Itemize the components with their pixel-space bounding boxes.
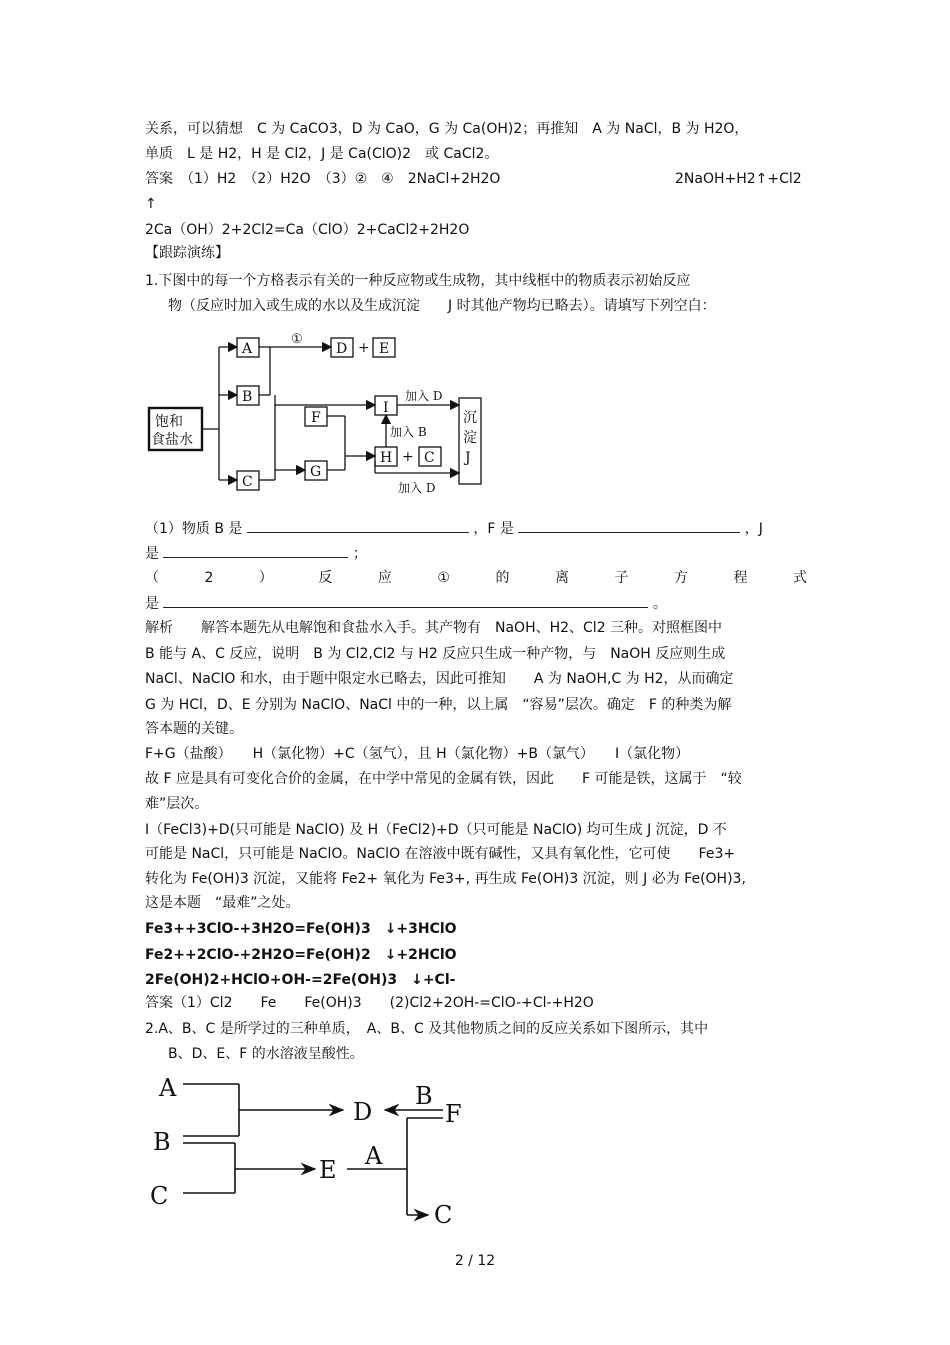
question-char: 的 <box>495 570 510 586</box>
solution-text: B 能与 A、C 反应，说明 B 为 Cl2,Cl2 与 H2 反应只生成一种产物，与 NaOH 反应则生成 <box>145 646 726 662</box>
section-heading: 【跟踪演练】 <box>145 245 229 261</box>
add-D-label: 加入 D <box>398 481 436 495</box>
add-B-label: 加入 B <box>390 425 427 439</box>
equation-line: Fe2++2ClO-+2H2O=Fe(OH)2 ↓+2HClO <box>145 947 457 963</box>
fill-in-line <box>145 593 807 614</box>
equation-line: 2Ca（OH）2+2Cl2=Ca（ClO）2+CaCl2+2H2O <box>145 222 470 238</box>
label-C: C <box>424 450 435 466</box>
answer-part: 答案 （1）H2 （2）H2O （3）② ④ 2NaCl+2H2O <box>145 171 501 187</box>
fill-in-line <box>145 543 807 564</box>
label-I: I <box>383 400 389 416</box>
add-D-label: 加入 D <box>405 389 443 403</box>
solution-text: 答本题的关键。 <box>145 721 243 737</box>
answer-blank-F[interactable] <box>518 518 740 533</box>
label-C: C <box>242 474 253 490</box>
question-part: （1）物质 B 是 <box>145 521 243 537</box>
solution-text: 解析 解答本题先从电解饱和食盐水入手。其产物有 NaOH、H2、Cl2 三种。对照框图中 <box>145 620 723 636</box>
answer-blank-equation[interactable] <box>163 593 648 608</box>
question-char: ） <box>258 570 273 586</box>
question-text: 2.A、B、C 是所学过的三种单质， A、B、C 及其他物质之间的反应关系如下图所示，其中 <box>145 1021 709 1037</box>
solution-text: F+G（盐酸） H（氯化物）+C（氢气），且 H（氯化物）+B（氯气） I（氯化物） <box>145 746 690 762</box>
label-E: E <box>319 1156 337 1184</box>
solution-text: NaCl、NaClO 和水，由于题中限定水已略去，因此可推知 A 为 NaOH,C 为 H2，从而确定 <box>145 671 734 687</box>
precipitate-label: 沉 <box>463 410 477 426</box>
label-A: A <box>242 341 253 357</box>
question-char: 子 <box>614 570 629 586</box>
label-C: C <box>150 1182 169 1210</box>
question-char: 反 <box>318 570 333 586</box>
fill-in-line <box>145 518 807 539</box>
question-char: 方 <box>673 570 688 586</box>
answer-blank-J[interactable] <box>163 543 348 558</box>
precipitate-label: J <box>465 450 471 466</box>
plus-sign: + <box>402 449 414 465</box>
plus-sign: + <box>358 340 370 356</box>
label-D: D <box>336 341 348 357</box>
question-char: 式 <box>792 570 807 586</box>
answer-line <box>145 169 807 189</box>
question-part: ，F 是 <box>473 521 514 537</box>
text-line: ↑ <box>145 196 157 212</box>
label-F: F <box>311 410 321 426</box>
label-D: D <box>353 1098 373 1126</box>
equation-line: 2Fe(OH)2+HClO+OH-=2Fe(OH)3 ↓+Cl- <box>145 972 456 988</box>
answer-part: 2NaOH+H2↑+Cl2 <box>675 171 802 187</box>
solution-text: 可能是 NaCl，只可能是 NaClO。NaClO 在溶液中既有碱性，又具有氧化性，它可使 Fe3+ <box>145 846 736 862</box>
brine-label: 饱和 <box>155 414 183 430</box>
question-text: 1.下图中的每一个方格表示有关的一种反应物或生成物，其中线框中的物质表示初始反应 <box>145 273 691 289</box>
brine-label: 食盐水 <box>151 432 193 448</box>
page-number: 2 / 12 <box>454 1253 496 1269</box>
answer-blank-B[interactable] <box>247 518 469 533</box>
question-part: 。 <box>652 596 667 612</box>
label-A: A <box>365 1142 383 1170</box>
solution-text: 转化为 Fe(OH)3 沉淀，又能将 Fe2+ 氧化为 Fe3+, 再生成 Fe(OH)3 沉淀，则 J 必为 Fe(OH)3, <box>145 871 746 887</box>
question-part: 是 <box>145 546 159 562</box>
label-G: G <box>310 464 322 480</box>
label-H: H <box>380 450 393 466</box>
question-char: （ <box>145 570 159 586</box>
label-C: C <box>434 1201 453 1229</box>
question-part: 是 <box>145 596 159 612</box>
label-E: E <box>379 341 390 357</box>
label-B: B <box>153 1128 171 1156</box>
question-char: 应 <box>377 570 392 586</box>
question-text: B、D、E、F 的水溶液呈酸性。 <box>168 1046 364 1062</box>
label-B: B <box>415 1082 433 1110</box>
question-text: 物（反应时加入或生成的水以及生成沉淀 J 时其他产物均已略去）。请填写下列空白： <box>168 298 716 314</box>
question-char: 离 <box>554 570 569 586</box>
label-A: A <box>159 1074 177 1102</box>
question-2-line <box>145 568 807 588</box>
question-part: ； <box>352 546 367 562</box>
equation-line: Fe3++3ClO-+3H2O=Fe(OH)3 ↓+3HClO <box>145 921 457 937</box>
reaction-diagram-2 <box>145 1070 475 1232</box>
solution-text: 难”层次。 <box>145 796 209 812</box>
solution-text: 这是本题 “最难”之处。 <box>145 895 300 911</box>
reaction-number: ① <box>291 332 303 347</box>
precipitate-label: 淀 <box>463 430 477 446</box>
question-char: ① <box>437 570 450 586</box>
question-part: ，J <box>744 521 763 537</box>
text-line: 单质 L 是 H2，H 是 Cl2，J 是 Ca(ClO)2 或 CaCl2。 <box>145 146 499 162</box>
solution-text: 故 F 应是具有可变化合价的金属，在中学中常见的金属有铁，因此 F 可能是铁，这属于 “较 <box>145 771 742 787</box>
label-F: F <box>445 1100 462 1128</box>
question-char: 2 <box>204 570 214 586</box>
solution-text: G 为 HCl，D、E 分别为 NaClO、NaCl 中的一种，以上属 “容易”层次。确定 F 的种类为解 <box>145 697 732 713</box>
text-line: 关系，可以猜想 C 为 CaCO3，D 为 CaO，G 为 Ca(OH)2；再推知 A 为 NaCl，B 为 H2O， <box>145 121 749 137</box>
solution-text: I（FeCl3)+D(只可能是 NaClO) 及 H（FeCl2)+D（只可能是 NaClO) 均可生成 J 沉淀，D 不 <box>145 822 727 838</box>
reaction-diagram-1 <box>145 328 485 500</box>
label-B: B <box>242 389 253 405</box>
answer-line: 答案（1）Cl2 Fe Fe(OH)3 (2)Cl2+2OH-=ClO-+Cl-+H2O <box>145 995 594 1011</box>
question-char: 程 <box>733 570 748 586</box>
